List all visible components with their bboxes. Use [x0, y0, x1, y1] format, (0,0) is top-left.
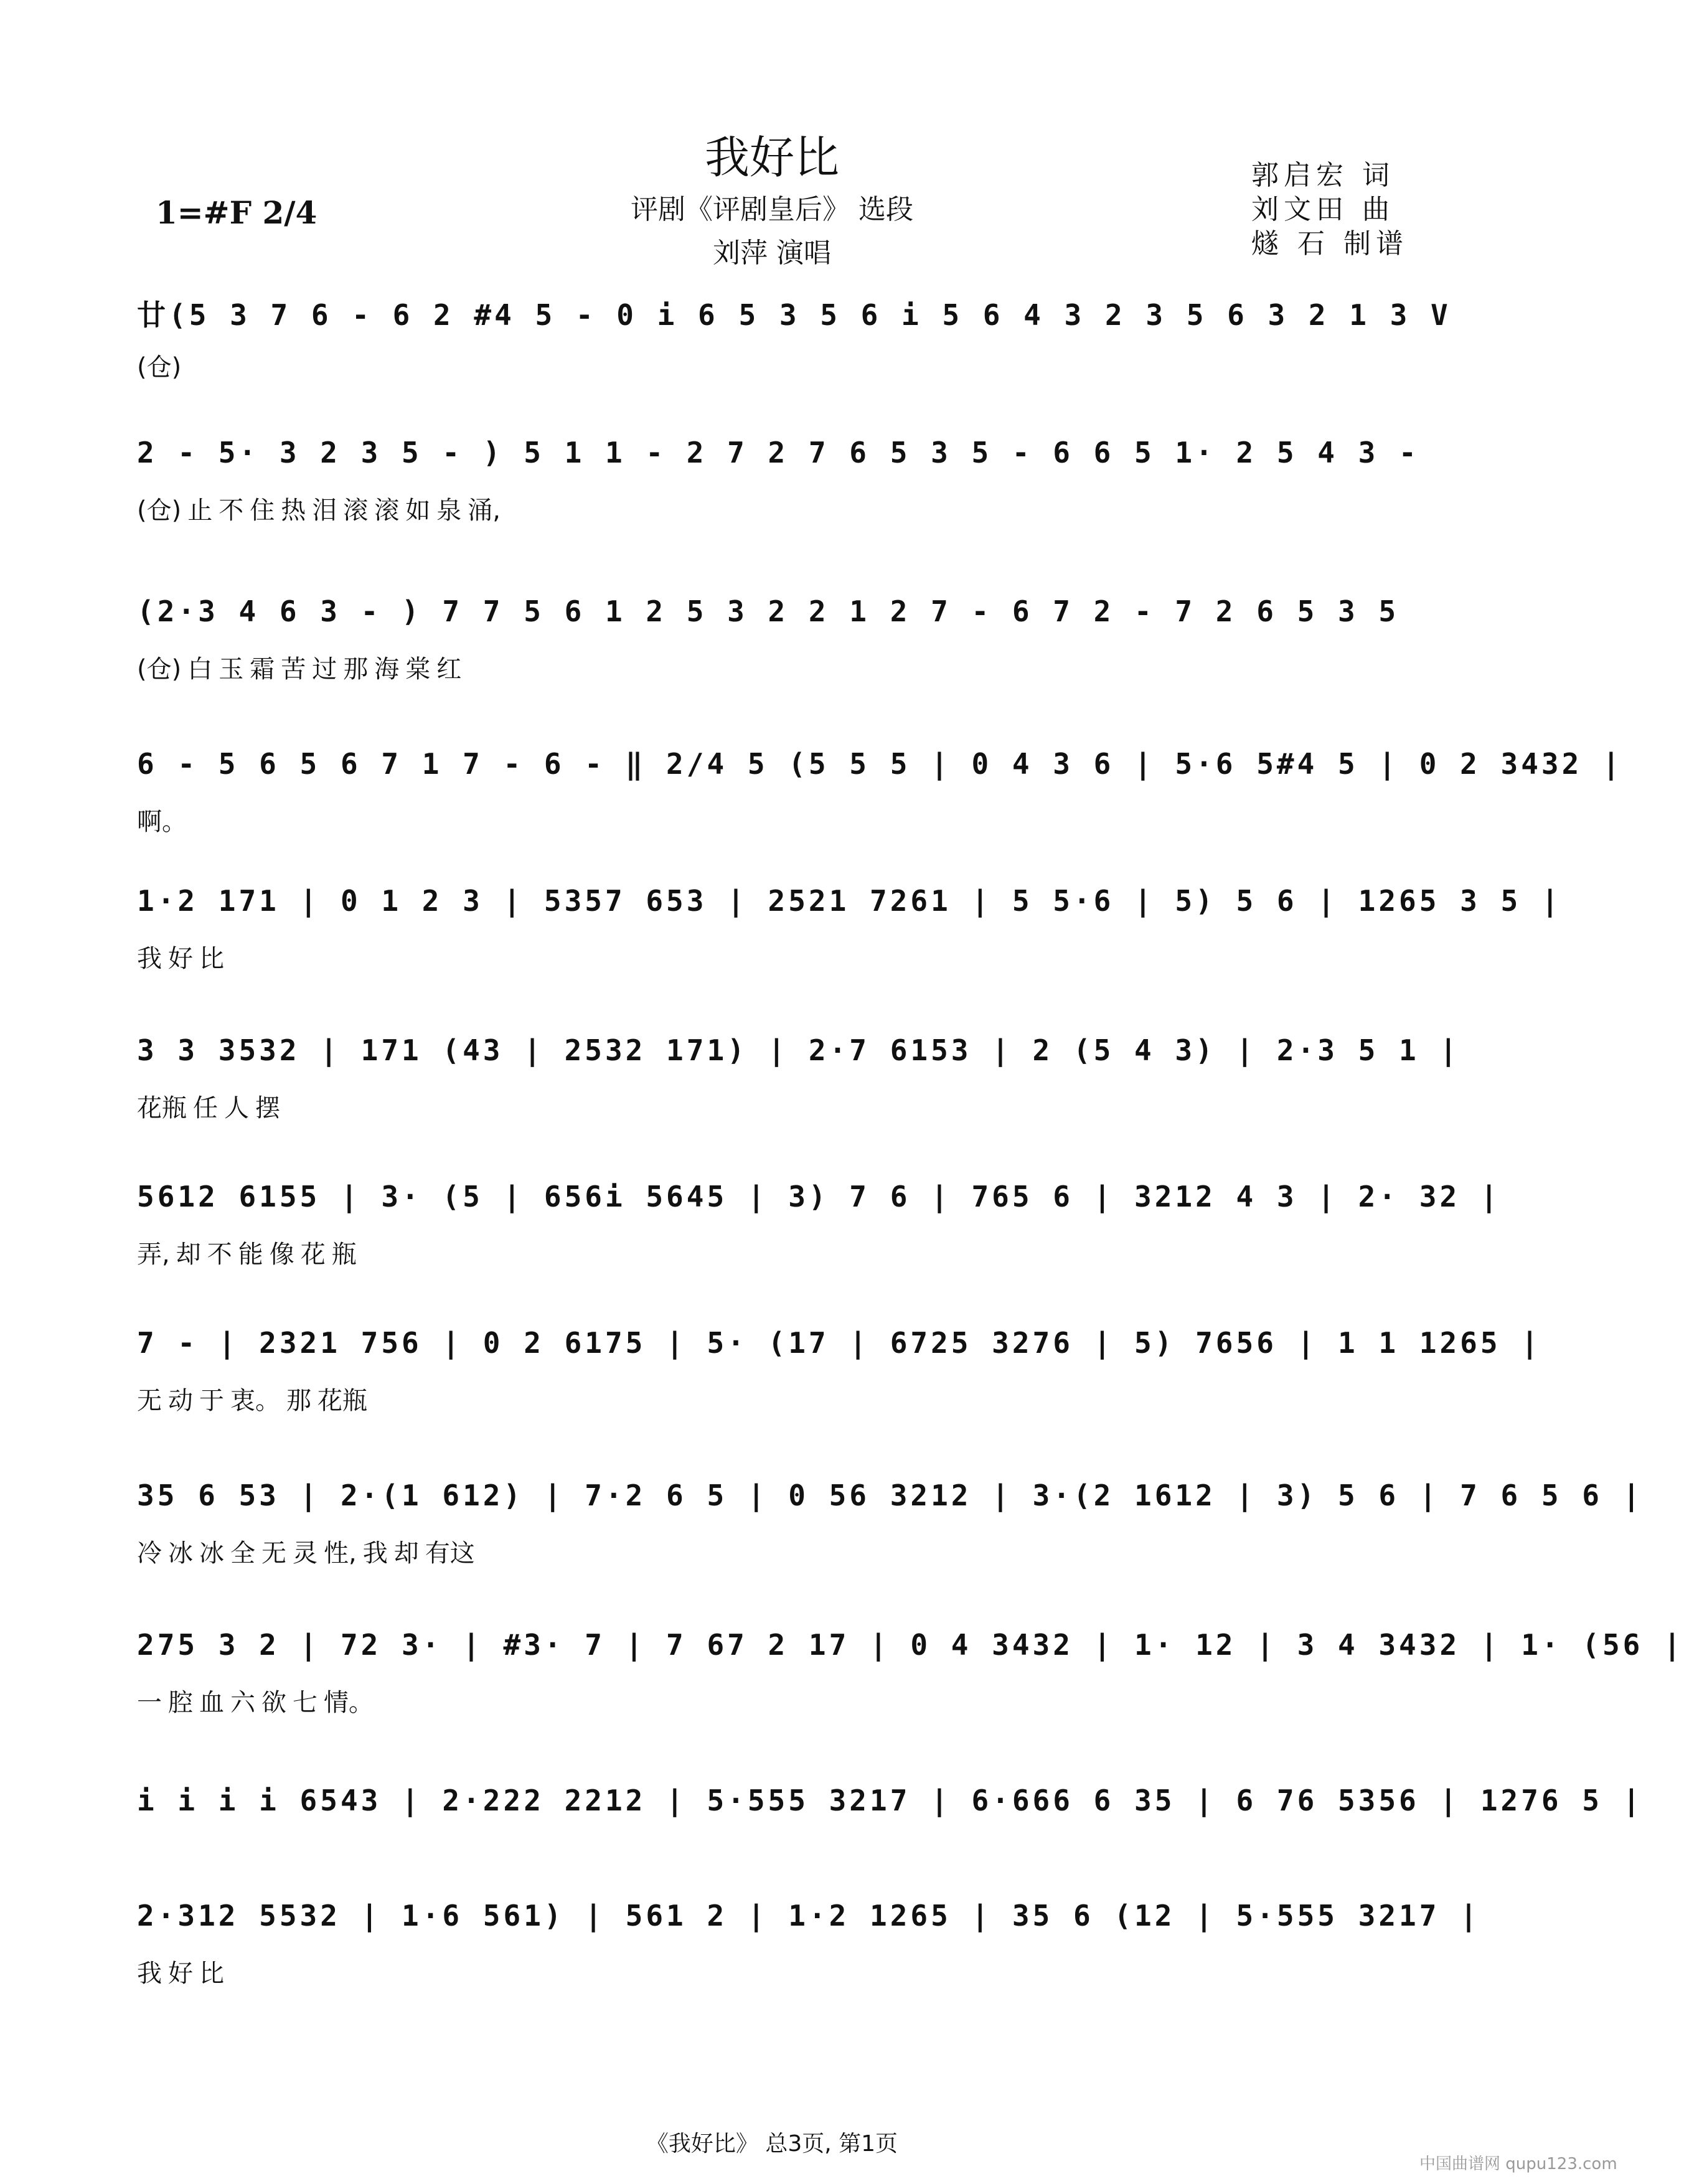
lyric-word: 比 — [199, 1959, 224, 1988]
lyric-line — [137, 1235, 1457, 1272]
lyric-word: 涌, — [468, 496, 501, 525]
lyric-word: 玉 — [219, 655, 244, 684]
notation-line: 35 6 53 | 2·(1 612) | 7·2 6 5 | 0 56 3212 | 3·(2 1612 | 3) 5 6 | 7 6 5 6 | — [137, 1479, 1644, 1512]
lyric-word: 滚 — [343, 496, 369, 525]
lyric-word: 性, — [324, 1539, 357, 1568]
watermark-logo: 中国曲谱网 qupu123.com — [1419, 2155, 1617, 2173]
lyric-word: 却 — [176, 1240, 201, 1269]
lyric-word: 棠 — [405, 655, 431, 684]
lyric-word: 一 — [137, 1688, 162, 1717]
performer: 刘萍 演唱 — [713, 237, 831, 269]
lyric-line — [137, 347, 1457, 385]
credit-lyricist: 郭启宏 词 — [1251, 159, 1395, 191]
lyric-word: 七 — [293, 1688, 318, 1717]
lyric-word: 却 — [393, 1539, 419, 1568]
lyric-line — [137, 1838, 1457, 1876]
lyric-word: (仓) — [137, 353, 182, 382]
lyric-word: 能 — [238, 1240, 263, 1269]
lyric-word: 有这 — [425, 1539, 475, 1568]
lyric-word: 像 — [269, 1240, 294, 1269]
notation-line: 1·2 171 | 0 1 2 3 | 5357 653 | 2521 7261 | 5 5·6 | 5) 5 6 | 1265 3 5 | — [137, 884, 1562, 918]
lyric-word: 我 — [137, 1959, 162, 1988]
lyric-line — [137, 1533, 1457, 1571]
lyric-word: 霜 — [250, 655, 275, 684]
lyric-word: 摆 — [255, 1094, 280, 1123]
song-title: 我好比 — [704, 131, 839, 184]
lyric-word: 弄, — [137, 1240, 170, 1269]
lyric-word: 过 — [312, 655, 337, 684]
lyric-word: 灵 — [293, 1539, 318, 1568]
lyric-word: 那 — [343, 655, 369, 684]
lyric-word: 如 — [405, 496, 431, 525]
lyric-word: 我 — [362, 1539, 388, 1568]
lyric-word: 任 — [193, 1094, 218, 1123]
lyric-word: 动 — [168, 1386, 193, 1415]
notation-line: (2·3 4 6 3 - ) 7 7 5 6 1 2 5 3 2 2 1 2 7 - 6 7 2 - 7 2 6 5 3 5 — [137, 595, 1399, 628]
lyric-word: 花瓶 — [318, 1386, 367, 1415]
lyric-line — [137, 802, 1457, 839]
notation-line: 6 - 5 6 5 6 7 1 7 - 6 - ‖ 2/4 5 (5 5 5 | 0 4 3 6 | 5·6 5#4 5 | 0 2 3432 | — [137, 747, 1623, 781]
notation-line: 5612 6155 | 3· (5 | 656i 5645 | 3) 7 6 | 765 6 | 3212 4 3 | 2· 32 | — [137, 1180, 1501, 1213]
credit-transcriber: 燧 石 制谱 — [1251, 228, 1408, 260]
notation-line: 2·312 5532 | 1·6 561) | 561 2 | 1·2 1265 | 35 6 (12 | 5·555 3217 | — [137, 1899, 1480, 1932]
lyric-word: 住 — [250, 496, 275, 525]
lyric-line — [137, 1381, 1457, 1418]
notation-line: 7 - | 2321 756 | 0 2 6175 | 5· (17 | 6725 3276 | 5) 7656 | 1 1 1265 | — [137, 1326, 1541, 1360]
lyric-word: 花瓶 — [137, 1094, 187, 1123]
lyric-word: 瓶 — [331, 1240, 357, 1269]
lyric-word: 腔 — [168, 1688, 193, 1717]
lyric-word: 红 — [436, 655, 462, 684]
lyric-word: 人 — [224, 1094, 249, 1123]
lyric-word: 情。 — [324, 1688, 374, 1717]
lyric-word: 泪 — [312, 496, 337, 525]
lyric-word: 无 — [261, 1539, 286, 1568]
lyric-line — [137, 491, 1457, 528]
lyric-word: 花 — [300, 1240, 326, 1269]
lyric-word: 不 — [207, 1240, 232, 1269]
lyric-line — [137, 1088, 1457, 1126]
lyric-word: 海 — [374, 655, 400, 684]
lyric-word: 比 — [199, 944, 224, 973]
notation-line: 3 3 3532 | 171 (43 | 2532 171) | 2·7 6153 | 2 (5 4 3) | 2·3 5 1 | — [137, 1033, 1461, 1067]
notation-line: 275 3 2 | 72 3· | #3· 7 | 7 67 2 17 | 0 4 3432 | 1· 12 | 3 4 3432 | 1· (56 | — [137, 1628, 1684, 1662]
lyric-line — [137, 1683, 1457, 1720]
subtitle: 评剧《评剧皇后》 选段 — [631, 194, 913, 225]
lyric-line — [137, 1954, 1457, 1991]
lyric-word: 啊。 — [137, 807, 187, 836]
lyric-word: 好 — [168, 1959, 193, 1988]
lyric-word: 我 — [137, 944, 162, 973]
lyric-word: 冰 — [199, 1539, 224, 1568]
lyric-word: 不 — [219, 496, 244, 525]
lyric-word: 好 — [168, 944, 193, 973]
credit-composer: 刘文田 曲 — [1251, 194, 1395, 225]
lyric-word: 冷 — [137, 1539, 162, 1568]
lyric-word: 滚 — [374, 496, 400, 525]
lyric-word: 那 — [286, 1386, 311, 1415]
lyric-word: (仓) — [137, 496, 182, 525]
lyric-word: 六 — [230, 1688, 255, 1717]
lyric-word: 全 — [230, 1539, 255, 1568]
notation-line: i i i i 6543 | 2·222 2212 | 5·555 3217 | 6·666 6 35 | 6 76 5356 | 1276 5 | — [137, 1784, 1644, 1817]
lyric-word: 冰 — [168, 1539, 193, 1568]
key-signature: 1=#F 2/4 — [156, 194, 318, 231]
lyric-word: 止 — [187, 496, 213, 525]
lyric-word: 于 — [199, 1386, 224, 1415]
lyric-word: 血 — [199, 1688, 224, 1717]
lyric-word: 泉 — [436, 496, 462, 525]
notation-line: 2 - 5· 3 2 3 5 - ) 5 1 1 - 2 7 2 7 6 5 3 5 - 6 6 5 1· 2 5 4 3 - — [137, 436, 1419, 469]
lyric-word: 苦 — [281, 655, 306, 684]
lyric-word: 欲 — [261, 1688, 286, 1717]
page-info: 《我好比》 总3页, 第1页 — [646, 2131, 898, 2157]
lyric-word: (仓) — [137, 655, 182, 684]
lyric-word: 热 — [281, 496, 306, 525]
lyric-word: 无 — [137, 1386, 162, 1415]
lyric-line — [137, 649, 1457, 687]
lyric-word: 白 — [187, 655, 213, 684]
lyric-word: 衷。 — [230, 1386, 280, 1415]
lyric-line — [137, 939, 1457, 976]
notation-line: 廿(5 3 7 6 - 6 2 #4 5 - 0 i 6 5 3 5 6 i 5 6 4 3 2 3 5 6 3 2 1 3 V — [137, 298, 1451, 332]
